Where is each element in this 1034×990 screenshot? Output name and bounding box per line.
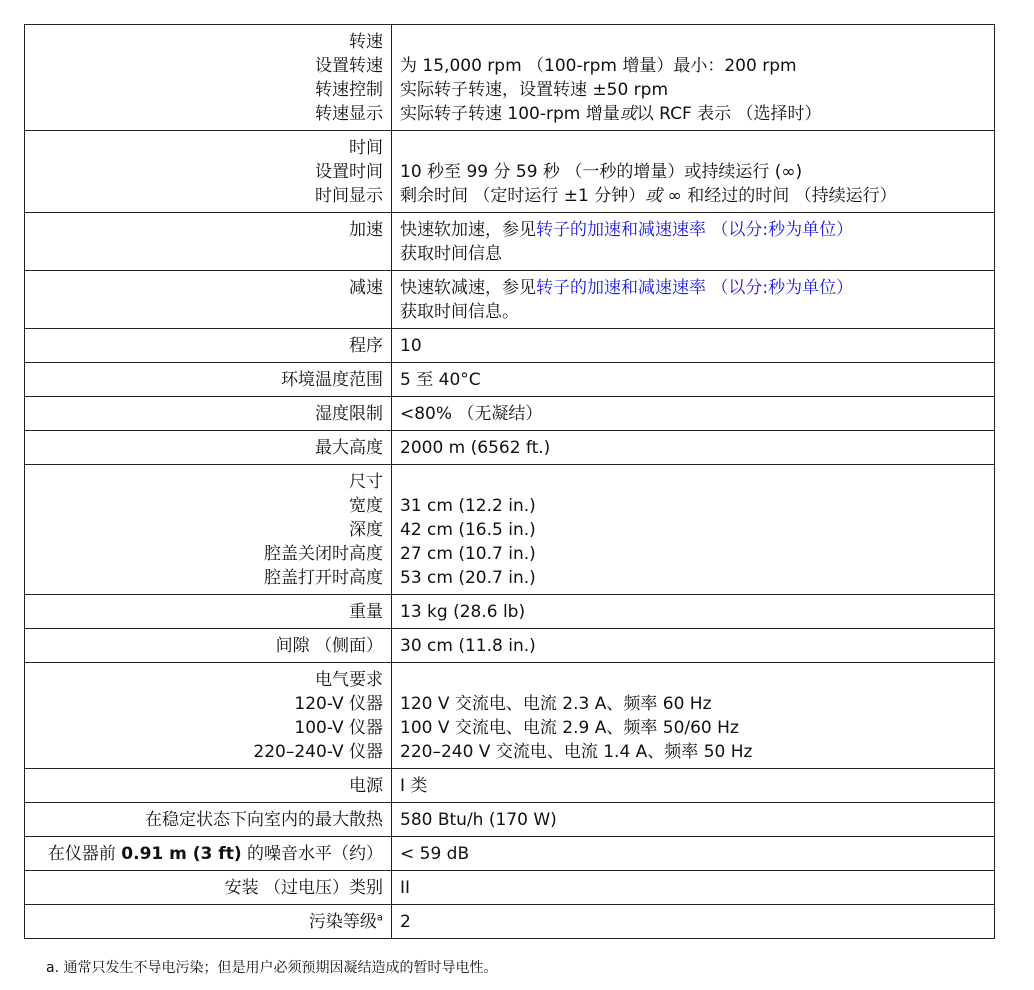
acceleration-label: 加速 (25, 213, 392, 271)
pollution-label-text: 污染等级 (308, 912, 377, 932)
time-display-label: 时间显示 (315, 186, 383, 206)
humidity-label: 湿度限制 (25, 397, 392, 431)
table-row-weight (25, 595, 995, 629)
weight-value: 13 kg (28.6 lb) (392, 595, 995, 629)
table-row-installation (25, 871, 995, 905)
dimensions-header: 尺寸 (349, 472, 383, 492)
acceleration-rates-link[interactable]: 转子的加速和减速速率 （以分:秒为单位） (536, 220, 854, 240)
noise-label-a: 在仪器前 (47, 844, 122, 864)
power-label: 电源 (25, 769, 392, 803)
pollution-footnote-ref: a (376, 912, 383, 924)
clearance-value: 30 cm (11.8 in.) (392, 629, 995, 663)
heat-label: 在稳定状态下向室内的最大散热 (25, 803, 392, 837)
specifications-table (24, 24, 995, 939)
clearance-label: 间隙 （侧面） (25, 629, 392, 663)
noise-label-c: 的噪音水平（约） (241, 844, 383, 864)
height-open-value: 53 cm (20.7 in.) (400, 568, 536, 588)
set-time-label: 设置时间 (315, 162, 383, 182)
installation-value: II (392, 871, 995, 905)
height-open-label: 腔盖打开时高度 (264, 568, 383, 588)
deceleration-value (392, 271, 995, 329)
speed-labels (25, 25, 392, 131)
speed-display-text-a: 实际转子转速 100-rpm 增量 (400, 104, 620, 124)
table-row-programs (25, 329, 995, 363)
time-display-or: 或 (645, 186, 663, 206)
weight-label: 重量 (25, 595, 392, 629)
table-row-deceleration (25, 271, 995, 329)
noise-value: < 59 dB (392, 837, 995, 871)
programs-label: 程序 (25, 329, 392, 363)
speed-control-value: 实际转子转速，设置转速 ±50 rpm (400, 80, 669, 100)
table-row-dimensions (25, 465, 995, 595)
time-values (392, 131, 995, 213)
v220-label: 220–240-V 仪器 (253, 742, 383, 762)
speed-header: 转速 (349, 32, 383, 52)
altitude-value: 2000 m (6562 ft.) (392, 431, 995, 465)
table-row-clearance (25, 629, 995, 663)
power-value: I 类 (392, 769, 995, 803)
dimensions-values (392, 465, 995, 595)
width-value: 31 cm (12.2 in.) (400, 496, 536, 516)
depth-label: 深度 (349, 520, 383, 540)
deceleration-prefix: 快速软减速，参见 (400, 278, 536, 298)
v100-label: 100-V 仪器 (294, 718, 383, 738)
deceleration-line2: 获取时间信息。 (400, 302, 519, 322)
height-closed-label: 腔盖关闭时高度 (264, 544, 383, 564)
speed-display-text-b: 以 RCF 表示 （选择时） (636, 104, 822, 124)
pollution-label (25, 905, 392, 939)
ambient-temperature-value: 5 至 40°C (392, 363, 995, 397)
deceleration-rates-link[interactable]: 转子的加速和减速速率 （以分:秒为单位） (536, 278, 854, 298)
deceleration-label: 减速 (25, 271, 392, 329)
table-row-noise (25, 837, 995, 871)
table-row-humidity (25, 397, 995, 431)
table-row-speed (25, 25, 995, 131)
table-row-power (25, 769, 995, 803)
time-display-text-b: ∞ 和经过的时间 （持续运行） (662, 186, 897, 206)
speed-values (392, 25, 995, 131)
speed-display-or: 或 (619, 104, 637, 124)
heat-value: 580 Btu/h (170 W) (392, 803, 995, 837)
installation-label: 安装 （过电压）类别 (25, 871, 392, 905)
table-row-heat (25, 803, 995, 837)
height-closed-value: 27 cm (10.7 in.) (400, 544, 536, 564)
v100-value: 100 V 交流电、电流 2.9 A、频率 50/60 Hz (400, 718, 739, 738)
ambient-temperature-label: 环境温度范围 (25, 363, 392, 397)
v220-value: 220–240 V 交流电、电流 1.4 A、频率 50 Hz (400, 742, 753, 762)
table-row-altitude (25, 431, 995, 465)
speed-control-label: 转速控制 (315, 80, 383, 100)
table-row-electrical (25, 663, 995, 769)
v120-value: 120 V 交流电、电流 2.3 A、频率 60 Hz (400, 694, 712, 714)
acceleration-line2: 获取时间信息 (400, 244, 502, 264)
humidity-value: <80% （无凝结） (392, 397, 995, 431)
time-display-value (400, 184, 986, 208)
set-speed-label: 设置转速 (315, 56, 383, 76)
time-display-text-a: 剩余时间 （定时运行 ±1 分钟） (400, 186, 646, 206)
noise-distance: 0.91 m (3 ft) (121, 844, 242, 864)
depth-value: 42 cm (16.5 in.) (400, 520, 536, 540)
electrical-header: 电气要求 (315, 670, 383, 690)
electrical-values (392, 663, 995, 769)
set-time-value: 10 秒至 99 分 59 秒 （一秒的增量）或持续运行 (∞) (400, 162, 803, 182)
set-speed-value: 为 15,000 rpm （100-rpm 增量）最小：200 rpm (400, 56, 797, 76)
width-label: 宽度 (349, 496, 383, 516)
noise-label (25, 837, 392, 871)
acceleration-value (392, 213, 995, 271)
table-row-acceleration (25, 213, 995, 271)
electrical-labels (25, 663, 392, 769)
acceleration-prefix: 快速软加速，参见 (400, 220, 536, 240)
time-header: 时间 (349, 138, 383, 158)
speed-display-label: 转速显示 (315, 104, 383, 124)
pollution-value: 2 (392, 905, 995, 939)
table-row-ambient-temperature (25, 363, 995, 397)
footnote: a. 通常只发生不导电污染；但是用户必须预期因凝结造成的暂时导电性。 (46, 960, 498, 976)
table-row-time (25, 131, 995, 213)
time-labels (25, 131, 392, 213)
table-row-pollution (25, 905, 995, 939)
programs-value: 10 (392, 329, 995, 363)
speed-display-value (400, 102, 986, 126)
v120-label: 120-V 仪器 (294, 694, 383, 714)
dimensions-labels (25, 465, 392, 595)
altitude-label: 最大高度 (25, 431, 392, 465)
